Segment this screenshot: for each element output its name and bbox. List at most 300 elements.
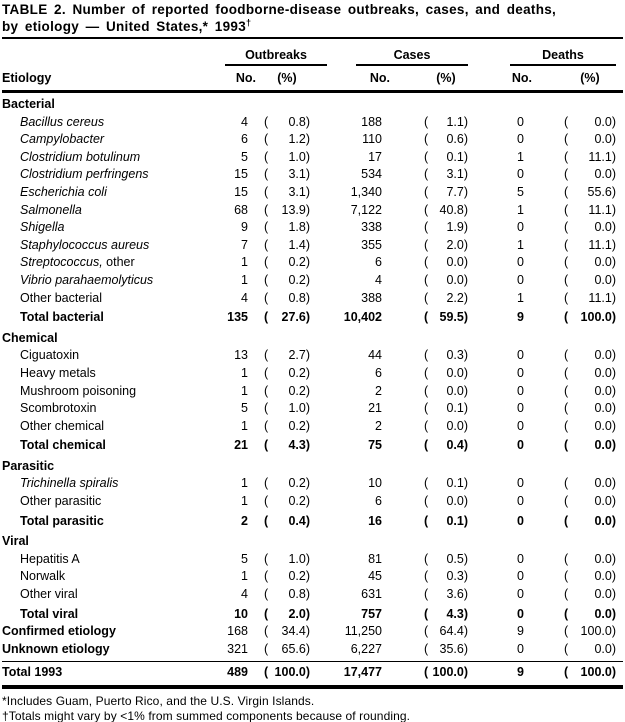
cases-pct-cell	[382, 309, 468, 327]
cases-pct-value: 0.0)	[446, 418, 468, 433]
outbreaks-pct-cell	[248, 149, 310, 167]
cases-no-cell: 75	[368, 438, 382, 453]
open-paren: (	[564, 202, 569, 217]
open-paren: (	[424, 272, 429, 287]
outbreaks-pct-header: (%)	[277, 71, 297, 85]
open-paren: (	[264, 513, 269, 528]
column-group-cases: Cases	[356, 48, 468, 66]
deaths-pct-cell	[524, 365, 616, 383]
outbreaks-pct-cell	[248, 551, 310, 569]
open-paren: (	[264, 365, 269, 380]
open-paren: (	[564, 569, 569, 584]
deaths-no-cell: 0	[517, 494, 524, 509]
open-paren: (	[564, 624, 569, 639]
open-paren: (	[564, 348, 569, 363]
open-paren: (	[424, 310, 429, 325]
open-paren: (	[564, 551, 569, 566]
outbreaks-pct-cell	[248, 219, 310, 237]
open-paren: (	[424, 220, 429, 235]
outbreaks-no-cell: 9	[241, 220, 248, 235]
section-header-label: Bacterial	[2, 97, 55, 111]
outbreaks-pct-cell	[248, 437, 310, 455]
open-paren: (	[564, 132, 569, 147]
open-paren: (	[564, 114, 569, 129]
row-label	[2, 272, 222, 290]
outbreaks-pct-value: 0.2)	[288, 418, 310, 433]
open-paren: (	[264, 624, 269, 639]
outbreaks-no-cell: 7	[241, 237, 248, 252]
table-row	[2, 166, 625, 184]
outbreaks-pct-value: 1.2)	[288, 132, 310, 147]
deaths-no-cell: 9	[517, 665, 524, 680]
outbreaks-pct-cell	[248, 493, 310, 511]
open-paren: (	[564, 365, 569, 380]
deaths-pct-value: 11.1)	[588, 237, 616, 252]
row-label-main: Scombrotoxin	[20, 401, 97, 416]
deaths-pct-value: 0.0)	[594, 641, 616, 656]
row-label	[2, 202, 222, 220]
cases-pct-cell	[382, 568, 468, 586]
open-paren: (	[564, 272, 569, 287]
column-group-deaths: Deaths	[510, 48, 616, 66]
cases-pct-cell	[382, 202, 468, 220]
table-row	[2, 475, 625, 493]
outbreaks-pct-cell	[248, 664, 310, 682]
row-label-main: Other bacterial	[20, 290, 102, 305]
cases-pct-cell	[382, 475, 468, 493]
deaths-pct-cell	[524, 606, 616, 624]
open-paren: (	[424, 641, 429, 656]
row-label-main: Streptococcus,	[20, 255, 103, 270]
outbreaks-pct-cell	[248, 184, 310, 202]
row-label-main: Clostridium perfringens	[20, 167, 149, 182]
deaths-no-cell: 0	[517, 255, 524, 270]
deaths-pct-value: 0.0)	[594, 401, 616, 416]
pre-total-rule	[2, 661, 623, 662]
cases-pct-value: 1.9)	[446, 220, 468, 235]
deaths-no-cell: 0	[517, 114, 524, 129]
cases-no-cell: 11,250	[344, 624, 382, 639]
deaths-pct-cell	[524, 437, 616, 455]
open-paren: (	[564, 383, 569, 398]
open-paren: (	[424, 665, 429, 680]
row-label	[2, 254, 222, 272]
deaths-no-cell: 9	[517, 310, 524, 325]
open-paren: (	[424, 348, 429, 363]
cases-no-cell: 355	[361, 237, 382, 252]
cases-pct-cell	[382, 437, 468, 455]
outbreaks-pct-cell	[248, 202, 310, 220]
cases-no-header: No.	[369, 71, 390, 85]
open-paren: (	[564, 665, 569, 680]
row-label	[2, 623, 222, 641]
row-label-main: Staphylococcus aureus	[20, 237, 150, 252]
open-paren: (	[264, 641, 269, 656]
deaths-pct-cell	[524, 400, 616, 418]
deaths-no-cell: 0	[517, 606, 524, 621]
cases-pct-header: (%)	[436, 71, 456, 85]
cases-pct-cell	[382, 664, 468, 682]
table-row	[2, 623, 625, 641]
table-row	[2, 290, 625, 308]
cases-pct-value: 3.1)	[446, 167, 468, 182]
open-paren: (	[424, 418, 429, 433]
open-paren: (	[564, 513, 569, 528]
outbreaks-pct-value: 0.2)	[288, 383, 310, 398]
row-label	[2, 568, 222, 586]
open-paren: (	[264, 494, 269, 509]
outbreaks-no-cell: 1	[241, 418, 248, 433]
deaths-no-cell: 0	[517, 569, 524, 584]
deaths-no-cell: 0	[517, 220, 524, 235]
open-paren: (	[264, 606, 269, 621]
outbreaks-pct-cell	[248, 586, 310, 604]
cases-pct-value: 0.1)	[446, 476, 468, 491]
outbreaks-no-cell: 13	[234, 348, 248, 363]
cases-no-cell: 6	[375, 365, 382, 380]
deaths-pct-cell	[524, 418, 616, 436]
deaths-no-cell: 0	[517, 348, 524, 363]
row-label	[2, 437, 222, 455]
outbreaks-pct-value: 34.4)	[281, 624, 310, 639]
deaths-pct-cell	[524, 290, 616, 308]
outbreaks-pct-cell	[248, 290, 310, 308]
table-title-line2: by etiology — United States,* 1993†	[2, 17, 252, 34]
outbreaks-no-cell: 1	[241, 383, 248, 398]
title-rule	[2, 37, 623, 39]
outbreaks-pct-value: 0.2)	[288, 476, 310, 491]
open-paren: (	[264, 272, 269, 287]
row-label-main: Total 1993	[2, 665, 63, 680]
row-label	[2, 166, 222, 184]
open-paren: (	[264, 132, 269, 147]
open-paren: (	[264, 220, 269, 235]
deaths-no-cell: 0	[517, 132, 524, 147]
outbreaks-pct-cell	[248, 606, 310, 624]
row-label	[2, 641, 222, 659]
table-row	[2, 149, 625, 167]
open-paren: (	[564, 184, 569, 199]
outbreaks-no-cell: 1	[241, 365, 248, 380]
cases-no-cell: 110	[362, 132, 382, 147]
cases-pct-value: 35.6)	[439, 641, 468, 656]
open-paren: (	[264, 149, 269, 164]
header-rule	[2, 90, 623, 93]
deaths-no-cell: 0	[517, 587, 524, 602]
deaths-no-cell: 0	[517, 365, 524, 380]
open-paren: (	[564, 476, 569, 491]
open-paren: (	[264, 237, 269, 252]
deaths-pct-value: 11.1)	[588, 149, 616, 164]
open-paren: (	[564, 606, 569, 621]
deaths-pct-value: 0.0)	[594, 167, 616, 182]
deaths-no-cell: 0	[517, 272, 524, 287]
open-paren: (	[424, 237, 429, 252]
deaths-pct-value: 11.1)	[588, 202, 616, 217]
footnote-dagger: †Totals might vary by <1% from summed components because of rounding.	[2, 709, 411, 722]
open-paren: (	[264, 551, 269, 566]
outbreaks-no-cell: 15	[234, 184, 248, 199]
outbreaks-no-cell: 1	[241, 272, 248, 287]
row-label-main: Total parasitic	[20, 513, 104, 528]
table-title-line1: TABLE 2. Number of reported foodborne-disease outbreaks, cases, and deaths,	[2, 2, 557, 17]
deaths-no-cell: 0	[517, 551, 524, 566]
cases-pct-value: 2.0)	[446, 237, 468, 252]
table-row	[2, 347, 625, 365]
cases-pct-cell	[382, 418, 468, 436]
row-label-main: Heavy metals	[20, 365, 96, 380]
row-label	[2, 365, 222, 383]
cases-pct-cell	[382, 383, 468, 401]
deaths-pct-value: 0.0)	[594, 365, 616, 380]
outbreaks-pct-value: 65.6)	[281, 641, 310, 656]
row-label-main: Other viral	[20, 587, 78, 602]
outbreaks-pct-value: 4.3)	[288, 438, 310, 453]
open-paren: (	[564, 494, 569, 509]
cases-no-cell: 17,477	[343, 665, 382, 680]
row-label-main: Total chemical	[20, 438, 106, 453]
outbreaks-no-cell: 1	[241, 569, 248, 584]
deaths-pct-value: 0.0)	[594, 569, 616, 584]
deaths-no-cell: 0	[517, 641, 524, 656]
row-label	[2, 347, 222, 365]
section-header-label: Chemical	[2, 330, 58, 345]
cases-pct-value: 4.3)	[446, 606, 468, 621]
outbreaks-pct-value: 3.1)	[288, 184, 310, 199]
row-label	[2, 149, 222, 167]
deaths-no-header: No.	[511, 71, 532, 85]
outbreaks-pct-cell	[248, 309, 310, 327]
cases-pct-cell	[382, 254, 468, 272]
deaths-pct-cell	[524, 272, 616, 290]
section-header-row	[2, 96, 625, 114]
row-label-main: Bacillus cereus	[20, 114, 105, 129]
cases-pct-cell	[382, 551, 468, 569]
cases-no-cell: 1,340	[350, 184, 382, 199]
outbreaks-pct-cell	[248, 568, 310, 586]
open-paren: (	[424, 114, 429, 129]
deaths-pct-value: 0.0)	[594, 272, 616, 287]
deaths-pct-cell	[524, 383, 616, 401]
outbreaks-pct-cell	[248, 513, 310, 531]
outbreaks-pct-cell	[248, 166, 310, 184]
open-paren: (	[264, 348, 269, 363]
deaths-pct-value: 0.0)	[594, 587, 616, 602]
cases-pct-cell	[382, 237, 468, 255]
table-row	[2, 418, 625, 436]
open-paren: (	[264, 167, 269, 182]
deaths-pct-cell	[524, 551, 616, 569]
row-label-suffix: other	[102, 255, 135, 270]
deaths-pct-cell	[524, 475, 616, 493]
row-label	[2, 131, 222, 149]
outbreaks-pct-value: 0.2)	[288, 272, 310, 287]
deaths-pct-cell	[524, 166, 616, 184]
outbreaks-no-cell: 5	[241, 551, 248, 566]
etiology-column-header: Etiology	[2, 71, 52, 85]
row-label-main: Mushroom poisoning	[20, 383, 137, 398]
cases-no-cell: 10,402	[343, 310, 382, 325]
cases-no-cell: 10	[368, 476, 382, 491]
table-row	[2, 568, 625, 586]
open-paren: (	[264, 114, 269, 129]
table-row	[2, 641, 625, 659]
deaths-no-cell: 9	[517, 624, 524, 639]
cases-pct-value: 0.1)	[446, 513, 468, 528]
cases-pct-value: 0.0)	[446, 383, 468, 398]
outbreaks-pct-cell	[248, 131, 310, 149]
row-label	[2, 551, 222, 569]
outbreaks-pct-value: 0.8)	[288, 587, 310, 602]
deaths-pct-cell	[524, 219, 616, 237]
row-label-main: Total bacterial	[20, 310, 104, 325]
open-paren: (	[564, 167, 569, 182]
open-paren: (	[424, 149, 429, 164]
row-label-main: Salmonella	[20, 202, 82, 217]
open-paren: (	[424, 132, 429, 147]
table-row	[2, 365, 625, 383]
table-row	[2, 513, 625, 531]
cases-pct-value: 2.2)	[446, 290, 468, 305]
table-row	[2, 114, 625, 132]
outbreaks-pct-cell	[248, 475, 310, 493]
outbreaks-no-cell: 489	[227, 665, 248, 680]
open-paren: (	[424, 587, 429, 602]
outbreaks-pct-cell	[248, 254, 310, 272]
open-paren: (	[564, 237, 569, 252]
dagger-superscript: †	[246, 17, 252, 27]
table-row	[2, 493, 625, 511]
table-row	[2, 309, 625, 327]
deaths-pct-cell	[524, 309, 616, 327]
cases-no-cell: 44	[368, 348, 382, 363]
deaths-pct-cell	[524, 623, 616, 641]
cases-pct-value: 0.3)	[446, 348, 468, 363]
row-label	[2, 184, 222, 202]
deaths-pct-value: 0.0)	[594, 551, 616, 566]
row-label-main: Hepatitis A	[20, 551, 80, 566]
row-label-main: Unknown etiology	[2, 641, 110, 656]
row-label-main: Clostridium botulinum	[20, 149, 141, 164]
open-paren: (	[564, 587, 569, 602]
cases-pct-value: 0.0)	[446, 494, 468, 509]
outbreaks-pct-cell	[248, 641, 310, 659]
open-paren: (	[424, 624, 429, 639]
outbreaks-pct-value: 1.4)	[288, 237, 310, 252]
deaths-pct-cell	[524, 641, 616, 659]
outbreaks-pct-value: 0.2)	[288, 494, 310, 509]
outbreaks-no-cell: 6	[241, 132, 248, 147]
outbreaks-no-cell: 21	[234, 438, 248, 453]
outbreaks-pct-cell	[248, 383, 310, 401]
row-label-main: Escherichia coli	[20, 184, 107, 199]
deaths-pct-value: 0.0)	[594, 606, 616, 621]
deaths-no-cell: 0	[517, 476, 524, 491]
outbreaks-no-cell: 4	[241, 290, 248, 305]
outbreaks-pct-cell	[248, 347, 310, 365]
cases-pct-value: 100.0)	[432, 665, 468, 680]
deaths-pct-value: 11.1)	[588, 290, 616, 305]
cases-no-cell: 16	[368, 513, 382, 528]
cases-no-cell: 631	[361, 587, 382, 602]
row-label	[2, 418, 222, 436]
row-label	[2, 114, 222, 132]
outbreaks-pct-value: 100.0)	[274, 665, 310, 680]
outbreaks-no-cell: 15	[234, 167, 248, 182]
cases-pct-value: 0.1)	[446, 149, 468, 164]
open-paren: (	[264, 665, 269, 680]
column-subheader-row	[2, 70, 625, 87]
grand-total-container	[2, 664, 625, 682]
outbreaks-pct-value: 1.0)	[288, 149, 310, 164]
cases-no-cell: 338	[361, 220, 382, 235]
outbreaks-pct-cell	[248, 400, 310, 418]
table-title	[2, 2, 625, 35]
column-group-header-row	[2, 48, 625, 66]
section-header-row	[2, 533, 625, 551]
row-label-main: Other chemical	[20, 418, 105, 433]
cases-pct-cell	[382, 641, 468, 659]
deaths-pct-cell	[524, 237, 616, 255]
outbreaks-pct-cell	[248, 237, 310, 255]
footnote-asterisk: *Includes Guam, Puerto Rico, and the U.S. Virgin Islands.	[2, 694, 315, 708]
cases-pct-cell	[382, 586, 468, 604]
row-label-main: Confirmed etiology	[2, 624, 116, 639]
deaths-pct-value: 100.0)	[580, 624, 616, 639]
open-paren: (	[264, 255, 269, 270]
outbreaks-no-cell: 1	[241, 255, 248, 270]
outbreaks-no-cell: 168	[227, 624, 248, 639]
deaths-pct-cell	[524, 568, 616, 586]
open-paren: (	[424, 401, 429, 416]
open-paren: (	[424, 255, 429, 270]
cases-pct-value: 59.5)	[439, 310, 468, 325]
outbreaks-pct-cell	[248, 114, 310, 132]
deaths-no-cell: 0	[517, 401, 524, 416]
table-row	[2, 202, 625, 220]
cases-pct-cell	[382, 493, 468, 511]
outbreaks-pct-value: 0.2)	[288, 569, 310, 584]
deaths-pct-cell	[524, 149, 616, 167]
deaths-pct-cell	[524, 493, 616, 511]
cases-pct-cell	[382, 365, 468, 383]
table-row	[2, 254, 625, 272]
open-paren: (	[564, 310, 569, 325]
outbreaks-no-cell: 5	[241, 401, 248, 416]
deaths-pct-header: (%)	[580, 71, 600, 85]
open-paren: (	[564, 220, 569, 235]
cases-no-cell: 757	[361, 606, 382, 621]
cases-pct-cell	[382, 606, 468, 624]
deaths-pct-value: 100.0)	[580, 665, 616, 680]
cases-pct-cell	[382, 272, 468, 290]
deaths-no-cell: 1	[517, 149, 524, 164]
cases-pct-value: 0.4)	[446, 438, 468, 453]
cases-no-cell: 6	[375, 494, 382, 509]
deaths-no-cell: 1	[517, 202, 524, 217]
row-label	[2, 606, 222, 624]
cases-no-cell: 17	[368, 149, 382, 164]
open-paren: (	[424, 438, 429, 453]
row-label	[2, 219, 222, 237]
table-row	[2, 586, 625, 604]
open-paren: (	[424, 202, 429, 217]
row-label	[2, 664, 222, 682]
open-paren: (	[424, 167, 429, 182]
outbreaks-no-cell: 4	[241, 114, 248, 129]
cases-no-cell: 188	[361, 114, 382, 129]
cases-pct-value: 40.8)	[439, 202, 468, 217]
